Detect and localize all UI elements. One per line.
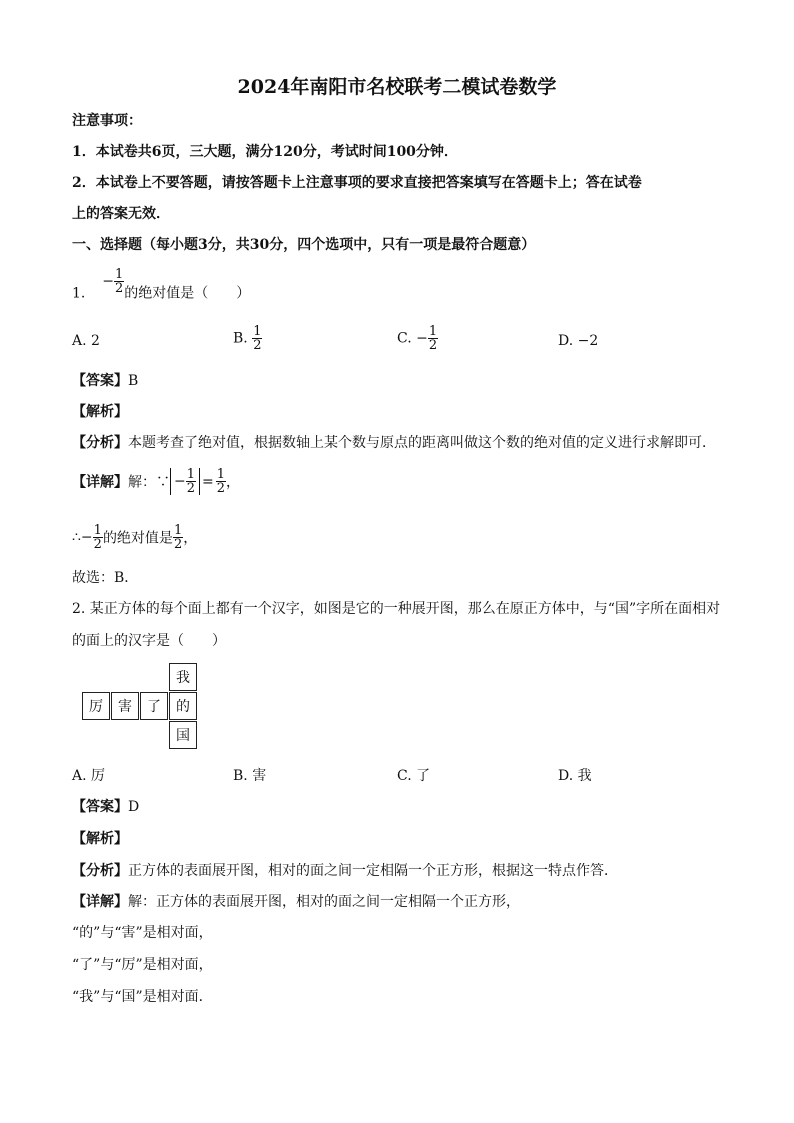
fraction-denominator: 2 — [93, 537, 102, 552]
question-2-stem-line-1: 2. 某正方体的每个面上都有一个汉字，如图是它的一种展开图，那么在原正方体中，与“国”字所在面相对 — [72, 601, 721, 617]
net-cell-row-2: 害 — [111, 692, 139, 720]
q2-detail — [72, 891, 520, 911]
net-cell-row-1: 厉 — [82, 692, 110, 720]
q2-line-1: “的”与“害”是相对面， — [72, 925, 213, 941]
fraction-denominator: 2 — [186, 481, 196, 496]
fraction — [173, 524, 183, 551]
q1-option-d: D. −2 — [558, 333, 599, 349]
fraction-sign: − — [102, 273, 114, 290]
q1-analysis-tag: 【解析】 — [72, 404, 128, 420]
q1-answer — [72, 370, 138, 390]
q2-option-a: A. 厉 — [72, 768, 106, 784]
fraction-denominator: 2 — [173, 537, 183, 552]
q1-option-c — [397, 325, 438, 352]
q2-fenxi — [72, 860, 618, 880]
fraction-numerator: 1 — [216, 467, 226, 482]
net-cell-bottom: 国 — [169, 721, 197, 749]
notice-item-2-line-1: 2．本试卷上不要答题，请按答题卡上注意事项的要求直接把答案填写在答题卡上；答在试卷 — [72, 175, 642, 191]
option-label: C. — [397, 330, 412, 347]
q2-option-d: D. 我 — [558, 768, 592, 784]
notice-item-1: 1．本试卷共6页，三大题，满分120分，考试时间100分钟． — [72, 144, 458, 160]
q1-therefore — [72, 524, 197, 551]
detail-tag: 【详解】 — [72, 474, 128, 491]
option-label: B. — [233, 330, 248, 347]
q2-analysis-tag: 【解析】 — [72, 831, 128, 847]
fraction-sign: − — [80, 529, 93, 546]
fraction — [93, 524, 103, 551]
page-title: 2024年南阳市名校联考二模试卷数学 — [237, 76, 557, 98]
notice-item-2-line-2: 上的答案无效． — [72, 206, 170, 222]
answer-value: D — [128, 799, 140, 815]
fraction-sign: − — [416, 330, 428, 347]
answer-value: B — [128, 373, 139, 389]
fraction-numerator: 1 — [428, 324, 438, 339]
detail-text: 解：∵ — [128, 474, 170, 491]
punctuation: ， — [183, 530, 198, 547]
fraction-denominator: 2 — [428, 338, 438, 353]
fraction-sign: − — [174, 473, 186, 490]
question-1-stem — [72, 268, 250, 303]
answer-tag: 【答案】 — [72, 799, 128, 815]
fraction — [428, 325, 438, 352]
net-cell-top: 我 — [169, 663, 197, 691]
q2-option-b: B. 害 — [233, 768, 267, 784]
therefore-text: 的绝对值是 — [102, 530, 173, 547]
question-2-stem-line-2: 的面上的汉字是（ ） — [72, 633, 226, 649]
fenxi-tag: 【分析】 — [72, 863, 128, 879]
fenxi-text: 本题考查了绝对值，根据数轴上某个数与原点的距离叫做这个数的绝对值的定义进行求解即可． — [128, 435, 716, 451]
fraction-denominator: 2 — [216, 481, 226, 496]
fraction-numerator: 1 — [186, 467, 196, 482]
q2-answer — [72, 796, 139, 816]
fraction-numerator: 1 — [115, 267, 124, 282]
fraction — [186, 468, 196, 495]
fraction-numerator: 1 — [253, 324, 262, 339]
fraction-numerator: 1 — [93, 523, 102, 538]
equals-sign: = — [202, 473, 214, 490]
therefore-symbol: ∴ — [72, 529, 81, 546]
net-cell-row-3: 了 — [140, 692, 168, 720]
fenxi-tag: 【分析】 — [72, 435, 128, 451]
fraction-denominator: 2 — [115, 281, 124, 296]
question-number: 1. — [72, 285, 86, 302]
answer-tag: 【答案】 — [72, 373, 128, 389]
punctuation: ， — [226, 474, 241, 491]
q2-line-3: “我”与“国”是相对面． — [72, 989, 213, 1005]
q1-detail — [72, 468, 240, 495]
fraction — [114, 268, 124, 295]
q2-option-c: C. 了 — [397, 768, 431, 784]
fenxi-text: 正方体的表面展开图，相对的面之间一定相隔一个正方形，根据这一特点作答． — [128, 863, 618, 879]
q2-line-2: “了”与“厉”是相对面， — [72, 957, 213, 973]
net-cell-row-4: 的 — [169, 692, 197, 720]
section-heading-choice: 一、选择题（每小题3分，共30分，四个选项中，只有一项是最符合题意） — [72, 237, 536, 253]
q1-option-a: A. 2 — [72, 333, 100, 349]
fraction — [252, 325, 262, 352]
absolute-value — [170, 468, 200, 495]
q1-fenxi — [72, 432, 716, 452]
fraction-denominator: 2 — [253, 338, 262, 353]
cube-net-diagram — [82, 663, 198, 749]
notice-heading: 注意事项： — [72, 113, 142, 129]
question-text: 的绝对值是（ ） — [124, 285, 251, 302]
q1-option-b — [233, 325, 262, 352]
fraction-numerator: 1 — [173, 523, 183, 538]
fraction — [216, 468, 226, 495]
detail-tag: 【详解】 — [72, 894, 128, 910]
q1-choose: 故选：B． — [72, 570, 139, 586]
detail-text: 解：正方体的表面展开图，相对的面之间一定相隔一个正方形， — [128, 894, 520, 910]
